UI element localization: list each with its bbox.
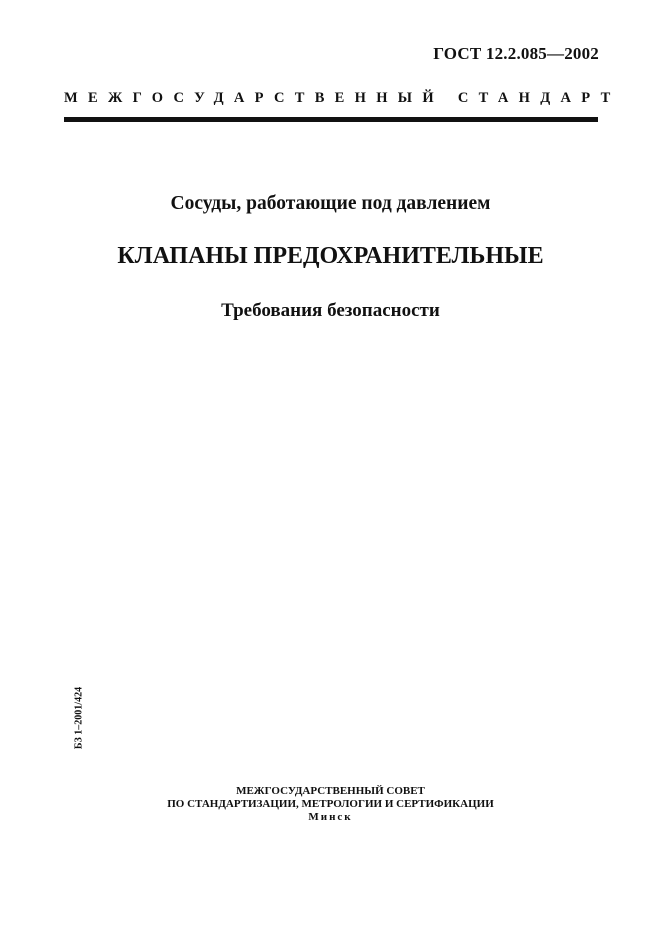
standard-type-heading: МЕЖГОСУДАРСТВЕННЫЙ СТАНДАРТ (64, 90, 621, 106)
standard-designation: ГОСТ 12.2.085—2002 (433, 44, 599, 63)
document-subject: Сосуды, работающие под давлением (170, 193, 491, 214)
publisher-block (0, 785, 661, 824)
publisher-line-2: ПО СТАНДАРТИЗАЦИИ, МЕТРОЛОГИИ И СЕРТИФИКАЦИИ (167, 798, 494, 810)
document-title: КЛАПАНЫ ПРЕДОХРАНИТЕЛЬНЫЕ (117, 243, 544, 269)
header-rule (64, 117, 598, 122)
document-subtitle: Требования безопасности (221, 300, 440, 321)
publisher-line-1: МЕЖГОСУДАРСТВЕННЫЙ СОВЕТ (236, 785, 425, 797)
side-registration-code: БЗ 1–2001/424 (73, 686, 85, 750)
publisher-city: Минск (308, 811, 353, 823)
